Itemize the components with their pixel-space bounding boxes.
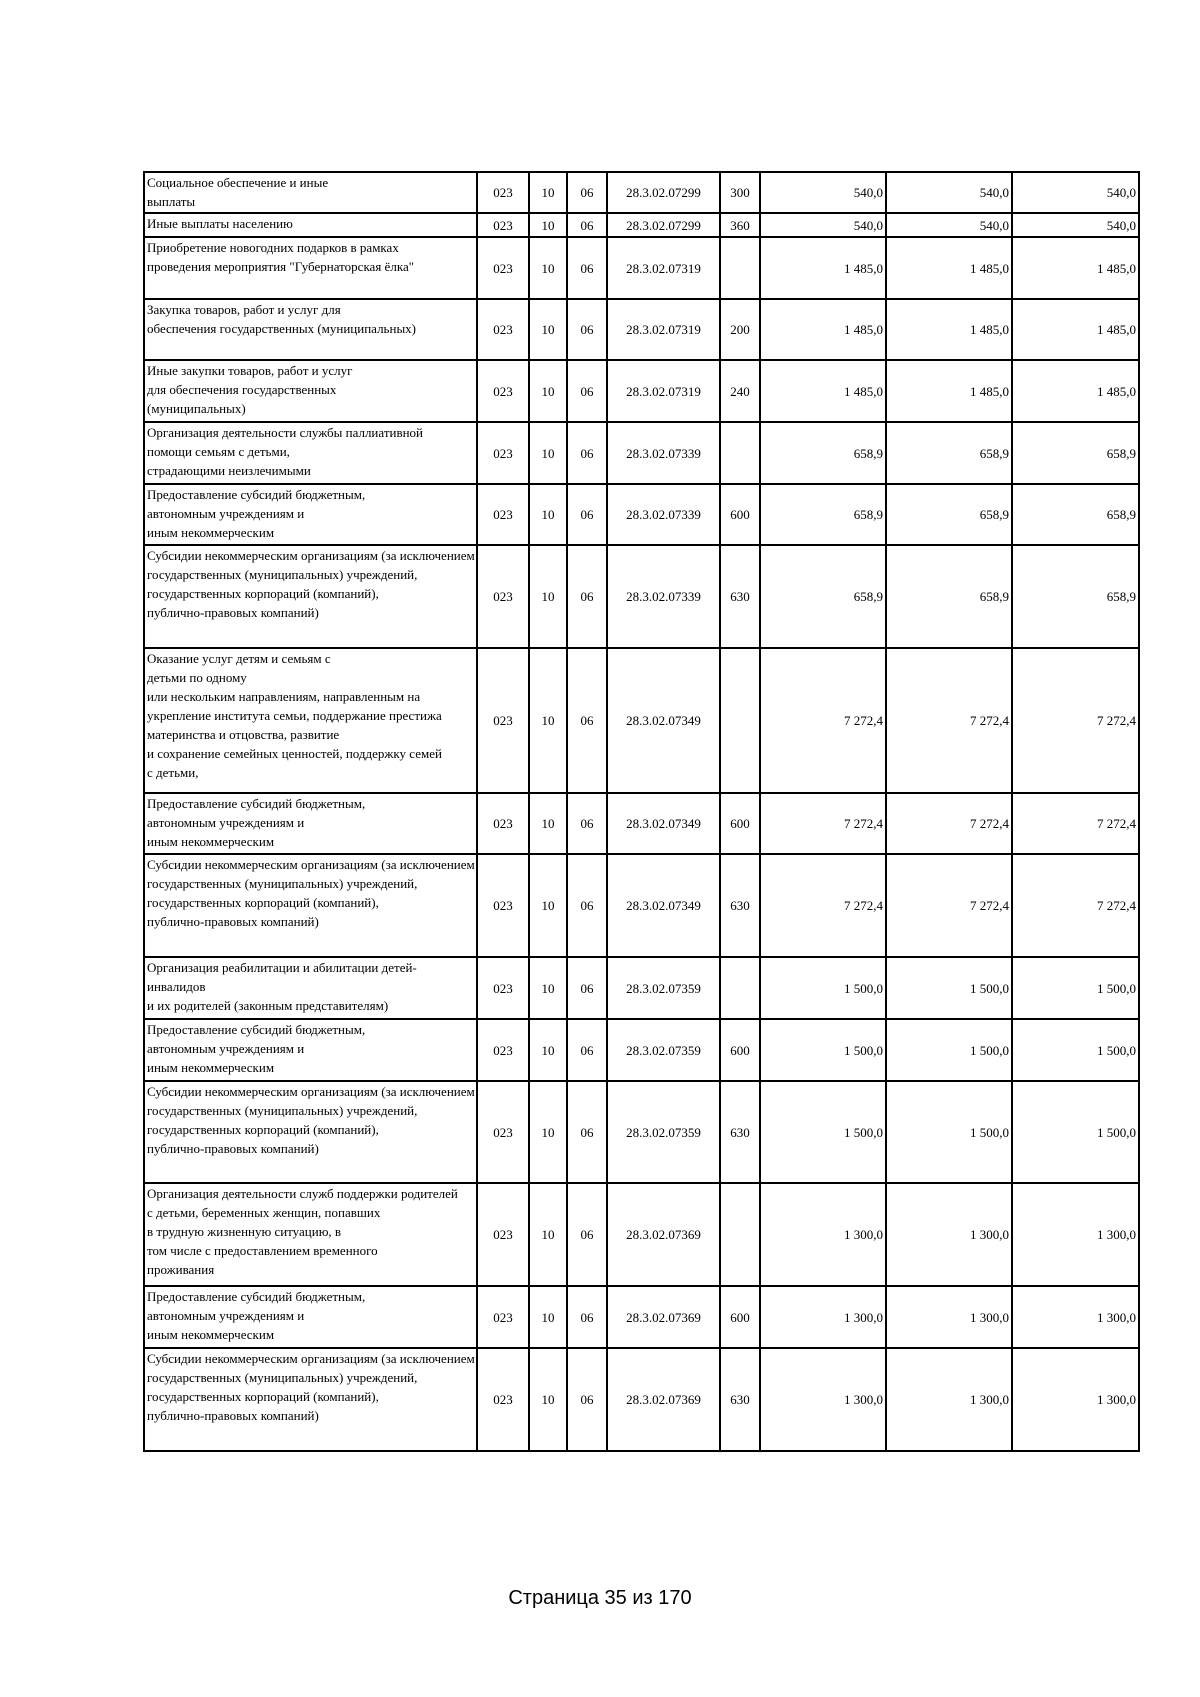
target-article-code: 28.3.02.07349 bbox=[607, 854, 720, 957]
section-code: 10 bbox=[529, 237, 567, 299]
table-row bbox=[144, 237, 1139, 299]
expense-type-code bbox=[720, 648, 760, 793]
subsection-code: 06 bbox=[567, 172, 607, 213]
table-row bbox=[144, 213, 1139, 237]
table-row bbox=[144, 1183, 1139, 1286]
amount-year-3: 540,0 bbox=[1012, 213, 1139, 237]
expense-type-code bbox=[720, 237, 760, 299]
section-code: 10 bbox=[529, 1019, 567, 1081]
amount-year-1: 1 500,0 bbox=[760, 1019, 886, 1081]
amount-year-3: 7 272,4 bbox=[1012, 854, 1139, 957]
table-row bbox=[144, 1348, 1139, 1451]
grbs-code: 023 bbox=[477, 213, 529, 237]
amount-year-3: 540,0 bbox=[1012, 172, 1139, 213]
grbs-code: 023 bbox=[477, 854, 529, 957]
grbs-code: 023 bbox=[477, 422, 529, 484]
subsection-code: 06 bbox=[567, 360, 607, 422]
target-article-code: 28.3.02.07339 bbox=[607, 545, 720, 648]
target-article-code: 28.3.02.07359 bbox=[607, 1019, 720, 1081]
section-code: 10 bbox=[529, 1286, 567, 1348]
grbs-code: 023 bbox=[477, 648, 529, 793]
table-row bbox=[144, 793, 1139, 854]
expense-type-code: 600 bbox=[720, 1286, 760, 1348]
amount-year-1: 1 485,0 bbox=[760, 237, 886, 299]
amount-year-1: 658,9 bbox=[760, 422, 886, 484]
target-article-code: 28.3.02.07349 bbox=[607, 793, 720, 854]
table-row bbox=[144, 854, 1139, 957]
amount-year-3: 7 272,4 bbox=[1012, 648, 1139, 793]
subsection-code: 06 bbox=[567, 213, 607, 237]
section-code: 10 bbox=[529, 793, 567, 854]
grbs-code: 023 bbox=[477, 545, 529, 648]
table-row bbox=[144, 545, 1139, 648]
grbs-code: 023 bbox=[477, 1081, 529, 1183]
expense-type-code: 200 bbox=[720, 299, 760, 360]
amount-year-1: 1 300,0 bbox=[760, 1183, 886, 1286]
page-number: Страница 35 из 170 bbox=[508, 1587, 692, 1609]
subsection-code: 06 bbox=[567, 854, 607, 957]
expense-name: Субсидии некоммерческим организациям (за исключением государственных (муниципальных) учреждений, государственных корпораций (компаний), публично-правовых компаний) bbox=[144, 545, 477, 648]
table-body bbox=[144, 172, 1139, 1451]
section-code: 10 bbox=[529, 545, 567, 648]
target-article-code: 28.3.02.07319 bbox=[607, 237, 720, 299]
section-code: 10 bbox=[529, 854, 567, 957]
expense-name: Организация деятельности службы паллиативной помощи семьям с детьми, страдающими неизлечимыми bbox=[144, 422, 477, 484]
amount-year-1: 7 272,4 bbox=[760, 854, 886, 957]
amount-year-2: 540,0 bbox=[886, 213, 1012, 237]
expense-type-code: 630 bbox=[720, 1348, 760, 1451]
amount-year-2: 7 272,4 bbox=[886, 793, 1012, 854]
subsection-code: 06 bbox=[567, 237, 607, 299]
expense-name: Закупка товаров, работ и услуг для обеспечения государственных (муниципальных) bbox=[144, 299, 477, 360]
expense-name: Оказание услуг детям и семьям с детьми по одному или нескольким направлениям, направленным на укрепление института семьи, поддержание престижа материнства и отцовства, развитие и сохранение семейных ценностей, поддержку семей с детьми, bbox=[144, 648, 477, 793]
target-article-code: 28.3.02.07359 bbox=[607, 957, 720, 1019]
amount-year-3: 1 500,0 bbox=[1012, 1019, 1139, 1081]
subsection-code: 06 bbox=[567, 1183, 607, 1286]
amount-year-3: 1 485,0 bbox=[1012, 360, 1139, 422]
amount-year-3: 1 485,0 bbox=[1012, 299, 1139, 360]
subsection-code: 06 bbox=[567, 648, 607, 793]
grbs-code: 023 bbox=[477, 957, 529, 1019]
grbs-code: 023 bbox=[477, 299, 529, 360]
section-code: 10 bbox=[529, 484, 567, 545]
expense-type-code: 630 bbox=[720, 1081, 760, 1183]
table-row bbox=[144, 299, 1139, 360]
amount-year-2: 658,9 bbox=[886, 422, 1012, 484]
amount-year-3: 7 272,4 bbox=[1012, 793, 1139, 854]
subsection-code: 06 bbox=[567, 484, 607, 545]
amount-year-1: 1 300,0 bbox=[760, 1348, 886, 1451]
budget-table bbox=[143, 171, 1140, 1452]
amount-year-3: 1 500,0 bbox=[1012, 1081, 1139, 1183]
section-code: 10 bbox=[529, 422, 567, 484]
grbs-code: 023 bbox=[477, 237, 529, 299]
amount-year-3: 658,9 bbox=[1012, 422, 1139, 484]
table-row bbox=[144, 360, 1139, 422]
subsection-code: 06 bbox=[567, 299, 607, 360]
expense-name: Предоставление субсидий бюджетным, автономным учреждениям и иным некоммерческим bbox=[144, 793, 477, 854]
amount-year-3: 658,9 bbox=[1012, 545, 1139, 648]
grbs-code: 023 bbox=[477, 1348, 529, 1451]
target-article-code: 28.3.02.07339 bbox=[607, 422, 720, 484]
expense-type-code bbox=[720, 422, 760, 484]
expense-type-code: 600 bbox=[720, 484, 760, 545]
expense-name: Организация реабилитации и абилитации детей-инвалидов и их родителей (законным представителям) bbox=[144, 957, 477, 1019]
amount-year-3: 1 300,0 bbox=[1012, 1183, 1139, 1286]
subsection-code: 06 bbox=[567, 1348, 607, 1451]
expense-type-code: 300 bbox=[720, 172, 760, 213]
target-article-code: 28.3.02.07359 bbox=[607, 1081, 720, 1183]
target-article-code: 28.3.02.07319 bbox=[607, 360, 720, 422]
amount-year-2: 1 485,0 bbox=[886, 360, 1012, 422]
subsection-code: 06 bbox=[567, 793, 607, 854]
expense-type-code: 240 bbox=[720, 360, 760, 422]
expense-name: Субсидии некоммерческим организациям (за исключением государственных (муниципальных) учреждений, государственных корпораций (компаний), публично-правовых компаний) bbox=[144, 1081, 477, 1183]
subsection-code: 06 bbox=[567, 1286, 607, 1348]
expense-type-code: 630 bbox=[720, 545, 760, 648]
expense-name: Иные закупки товаров, работ и услуг для обеспечения государственных (муниципальных) bbox=[144, 360, 477, 422]
section-code: 10 bbox=[529, 1183, 567, 1286]
amount-year-1: 1 485,0 bbox=[760, 299, 886, 360]
subsection-code: 06 bbox=[567, 545, 607, 648]
expense-type-code: 360 bbox=[720, 213, 760, 237]
subsection-code: 06 bbox=[567, 422, 607, 484]
amount-year-1: 1 300,0 bbox=[760, 1286, 886, 1348]
grbs-code: 023 bbox=[477, 172, 529, 213]
section-code: 10 bbox=[529, 1348, 567, 1451]
amount-year-2: 1 300,0 bbox=[886, 1183, 1012, 1286]
amount-year-2: 658,9 bbox=[886, 545, 1012, 648]
amount-year-1: 7 272,4 bbox=[760, 793, 886, 854]
expense-type-code: 600 bbox=[720, 793, 760, 854]
section-code: 10 bbox=[529, 213, 567, 237]
target-article-code: 28.3.02.07349 bbox=[607, 648, 720, 793]
expense-name: Предоставление субсидий бюджетным, автономным учреждениям и иным некоммерческим bbox=[144, 1019, 477, 1081]
expense-name: Организация деятельности служб поддержки родителей с детьми, беременных женщин, попавших в трудную жизненную ситуацию, в том числе с предоставлением временного проживания bbox=[144, 1183, 477, 1286]
amount-year-2: 1 300,0 bbox=[886, 1286, 1012, 1348]
expense-type-code bbox=[720, 957, 760, 1019]
amount-year-1: 1 500,0 bbox=[760, 1081, 886, 1183]
target-article-code: 28.3.02.07319 bbox=[607, 299, 720, 360]
expense-name: Социальное обеспечение и иные выплаты bbox=[144, 172, 477, 213]
table-row bbox=[144, 1019, 1139, 1081]
expense-name: Иные выплаты населению bbox=[144, 213, 477, 237]
target-article-code: 28.3.02.07369 bbox=[607, 1183, 720, 1286]
table-row bbox=[144, 172, 1139, 213]
amount-year-3: 658,9 bbox=[1012, 484, 1139, 545]
amount-year-2: 7 272,4 bbox=[886, 854, 1012, 957]
grbs-code: 023 bbox=[477, 1183, 529, 1286]
table-row bbox=[144, 648, 1139, 793]
table-row bbox=[144, 484, 1139, 545]
expense-name: Субсидии некоммерческим организациям (за исключением государственных (муниципальных) учреждений, государственных корпораций (компаний), публично-правовых компаний) bbox=[144, 854, 477, 957]
amount-year-3: 1 500,0 bbox=[1012, 957, 1139, 1019]
target-article-code: 28.3.02.07369 bbox=[607, 1348, 720, 1451]
expense-type-code bbox=[720, 1183, 760, 1286]
target-article-code: 28.3.02.07369 bbox=[607, 1286, 720, 1348]
subsection-code: 06 bbox=[567, 1019, 607, 1081]
expense-type-code: 600 bbox=[720, 1019, 760, 1081]
target-article-code: 28.3.02.07299 bbox=[607, 213, 720, 237]
amount-year-3: 1 300,0 bbox=[1012, 1348, 1139, 1451]
amount-year-1: 540,0 bbox=[760, 172, 886, 213]
table-row bbox=[144, 1081, 1139, 1183]
section-code: 10 bbox=[529, 1081, 567, 1183]
amount-year-2: 1 300,0 bbox=[886, 1348, 1012, 1451]
amount-year-2: 7 272,4 bbox=[886, 648, 1012, 793]
grbs-code: 023 bbox=[477, 484, 529, 545]
amount-year-2: 1 500,0 bbox=[886, 1081, 1012, 1183]
table-row bbox=[144, 422, 1139, 484]
target-article-code: 28.3.02.07339 bbox=[607, 484, 720, 545]
amount-year-2: 658,9 bbox=[886, 484, 1012, 545]
subsection-code: 06 bbox=[567, 957, 607, 1019]
amount-year-1: 1 500,0 bbox=[760, 957, 886, 1019]
section-code: 10 bbox=[529, 172, 567, 213]
target-article-code: 28.3.02.07299 bbox=[607, 172, 720, 213]
grbs-code: 023 bbox=[477, 360, 529, 422]
section-code: 10 bbox=[529, 957, 567, 1019]
amount-year-2: 1 485,0 bbox=[886, 299, 1012, 360]
amount-year-2: 1 500,0 bbox=[886, 957, 1012, 1019]
amount-year-1: 658,9 bbox=[760, 545, 886, 648]
table-row bbox=[144, 1286, 1139, 1348]
table-row bbox=[144, 957, 1139, 1019]
amount-year-2: 540,0 bbox=[886, 172, 1012, 213]
grbs-code: 023 bbox=[477, 1019, 529, 1081]
expense-type-code: 630 bbox=[720, 854, 760, 957]
expense-name: Субсидии некоммерческим организациям (за исключением государственных (муниципальных) учреждений, государственных корпораций (компаний), публично-правовых компаний) bbox=[144, 1348, 477, 1451]
section-code: 10 bbox=[529, 360, 567, 422]
expense-name: Предоставление субсидий бюджетным, автономным учреждениям и иным некоммерческим bbox=[144, 1286, 477, 1348]
amount-year-2: 1 500,0 bbox=[886, 1019, 1012, 1081]
subsection-code: 06 bbox=[567, 1081, 607, 1183]
grbs-code: 023 bbox=[477, 1286, 529, 1348]
amount-year-2: 1 485,0 bbox=[886, 237, 1012, 299]
expense-name: Приобретение новогодних подарков в рамках проведения мероприятия "Губернаторская ёлка" bbox=[144, 237, 477, 299]
section-code: 10 bbox=[529, 648, 567, 793]
section-code: 10 bbox=[529, 299, 567, 360]
expense-name: Предоставление субсидий бюджетным, автономным учреждениям и иным некоммерческим bbox=[144, 484, 477, 545]
amount-year-3: 1 485,0 bbox=[1012, 237, 1139, 299]
amount-year-1: 540,0 bbox=[760, 213, 886, 237]
amount-year-1: 1 485,0 bbox=[760, 360, 886, 422]
grbs-code: 023 bbox=[477, 793, 529, 854]
amount-year-1: 7 272,4 bbox=[760, 648, 886, 793]
amount-year-1: 658,9 bbox=[760, 484, 886, 545]
amount-year-3: 1 300,0 bbox=[1012, 1286, 1139, 1348]
